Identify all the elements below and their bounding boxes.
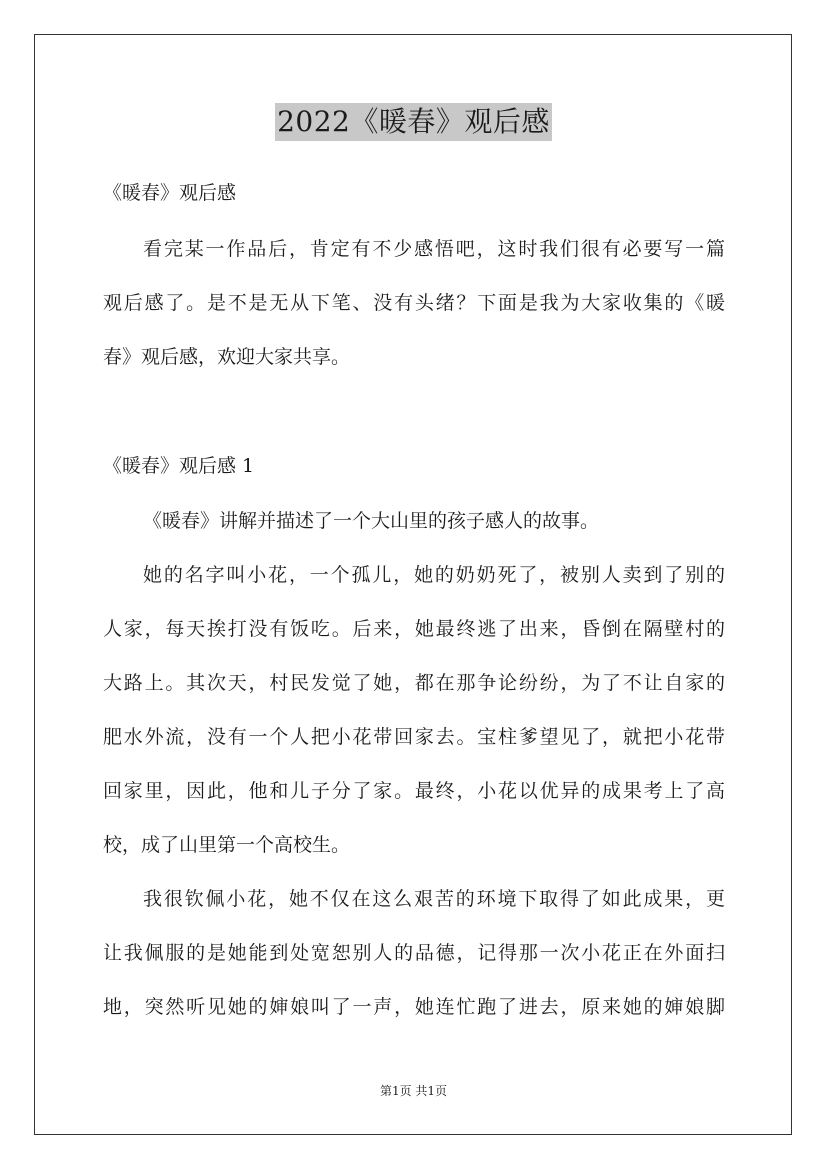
document-title-text: 2022《暖春》观后感 bbox=[275, 103, 552, 141]
section1-p3-line-3: 地，突然听见她的婶娘叫了一声，她连忙跑了进去，原来她的婶娘脚 bbox=[103, 996, 725, 1018]
section1-p2-line-2: 人家，每天挨打没有饭吃。后来，她最终逃了出来，昏倒在隔壁村的 bbox=[103, 618, 725, 640]
section1-p3-line-1: 我很钦佩小花，她不仅在这么艰苦的环境下取得了如此成果，更 bbox=[143, 888, 725, 910]
section1-p2-line-6: 校，成了山里第一个高校生。 bbox=[103, 834, 351, 856]
section1-p3-line-2: 让我佩服的是她能到处宽恕别人的品德，记得那一次小花正在外面扫 bbox=[103, 942, 725, 964]
section1-p2-line-4: 肥水外流，没有一个人把小花带回家去。宝柱爹望见了，就把小花带 bbox=[103, 726, 725, 748]
page-footer: 第1页 共1页 bbox=[379, 1084, 448, 1098]
intro-line-3: 春》观后感，欢迎大家共享。 bbox=[103, 346, 351, 368]
section1-paragraph-1: 《暖春》讲解并描述了一个大山里的孩子感人的故事。 bbox=[143, 510, 600, 532]
intro-heading: 《暖春》观后感 bbox=[103, 182, 237, 204]
section1-p2-line-1: 她的名字叫小花，一个孤儿，她的奶奶死了，被别人卖到了别的 bbox=[143, 564, 725, 586]
section1-p2-line-3: 大路上。其次天，村民发觉了她，都在那争论纷纷，为了不让自家的 bbox=[103, 672, 725, 694]
intro-line-2: 观后感了。是不是无从下笔、没有头绪？下面是我为大家收集的《暖 bbox=[103, 292, 725, 314]
document-title bbox=[0, 103, 827, 141]
section1-p2-line-5: 回家里，因此，他和儿子分了家。最终，小花以优异的成果考上了高 bbox=[103, 780, 725, 802]
intro-line-1: 看完某一作品后，肯定有不少感悟吧，这时我们很有必要写一篇 bbox=[143, 238, 725, 260]
section1-heading: 《暖春》观后感 1 bbox=[103, 455, 255, 477]
